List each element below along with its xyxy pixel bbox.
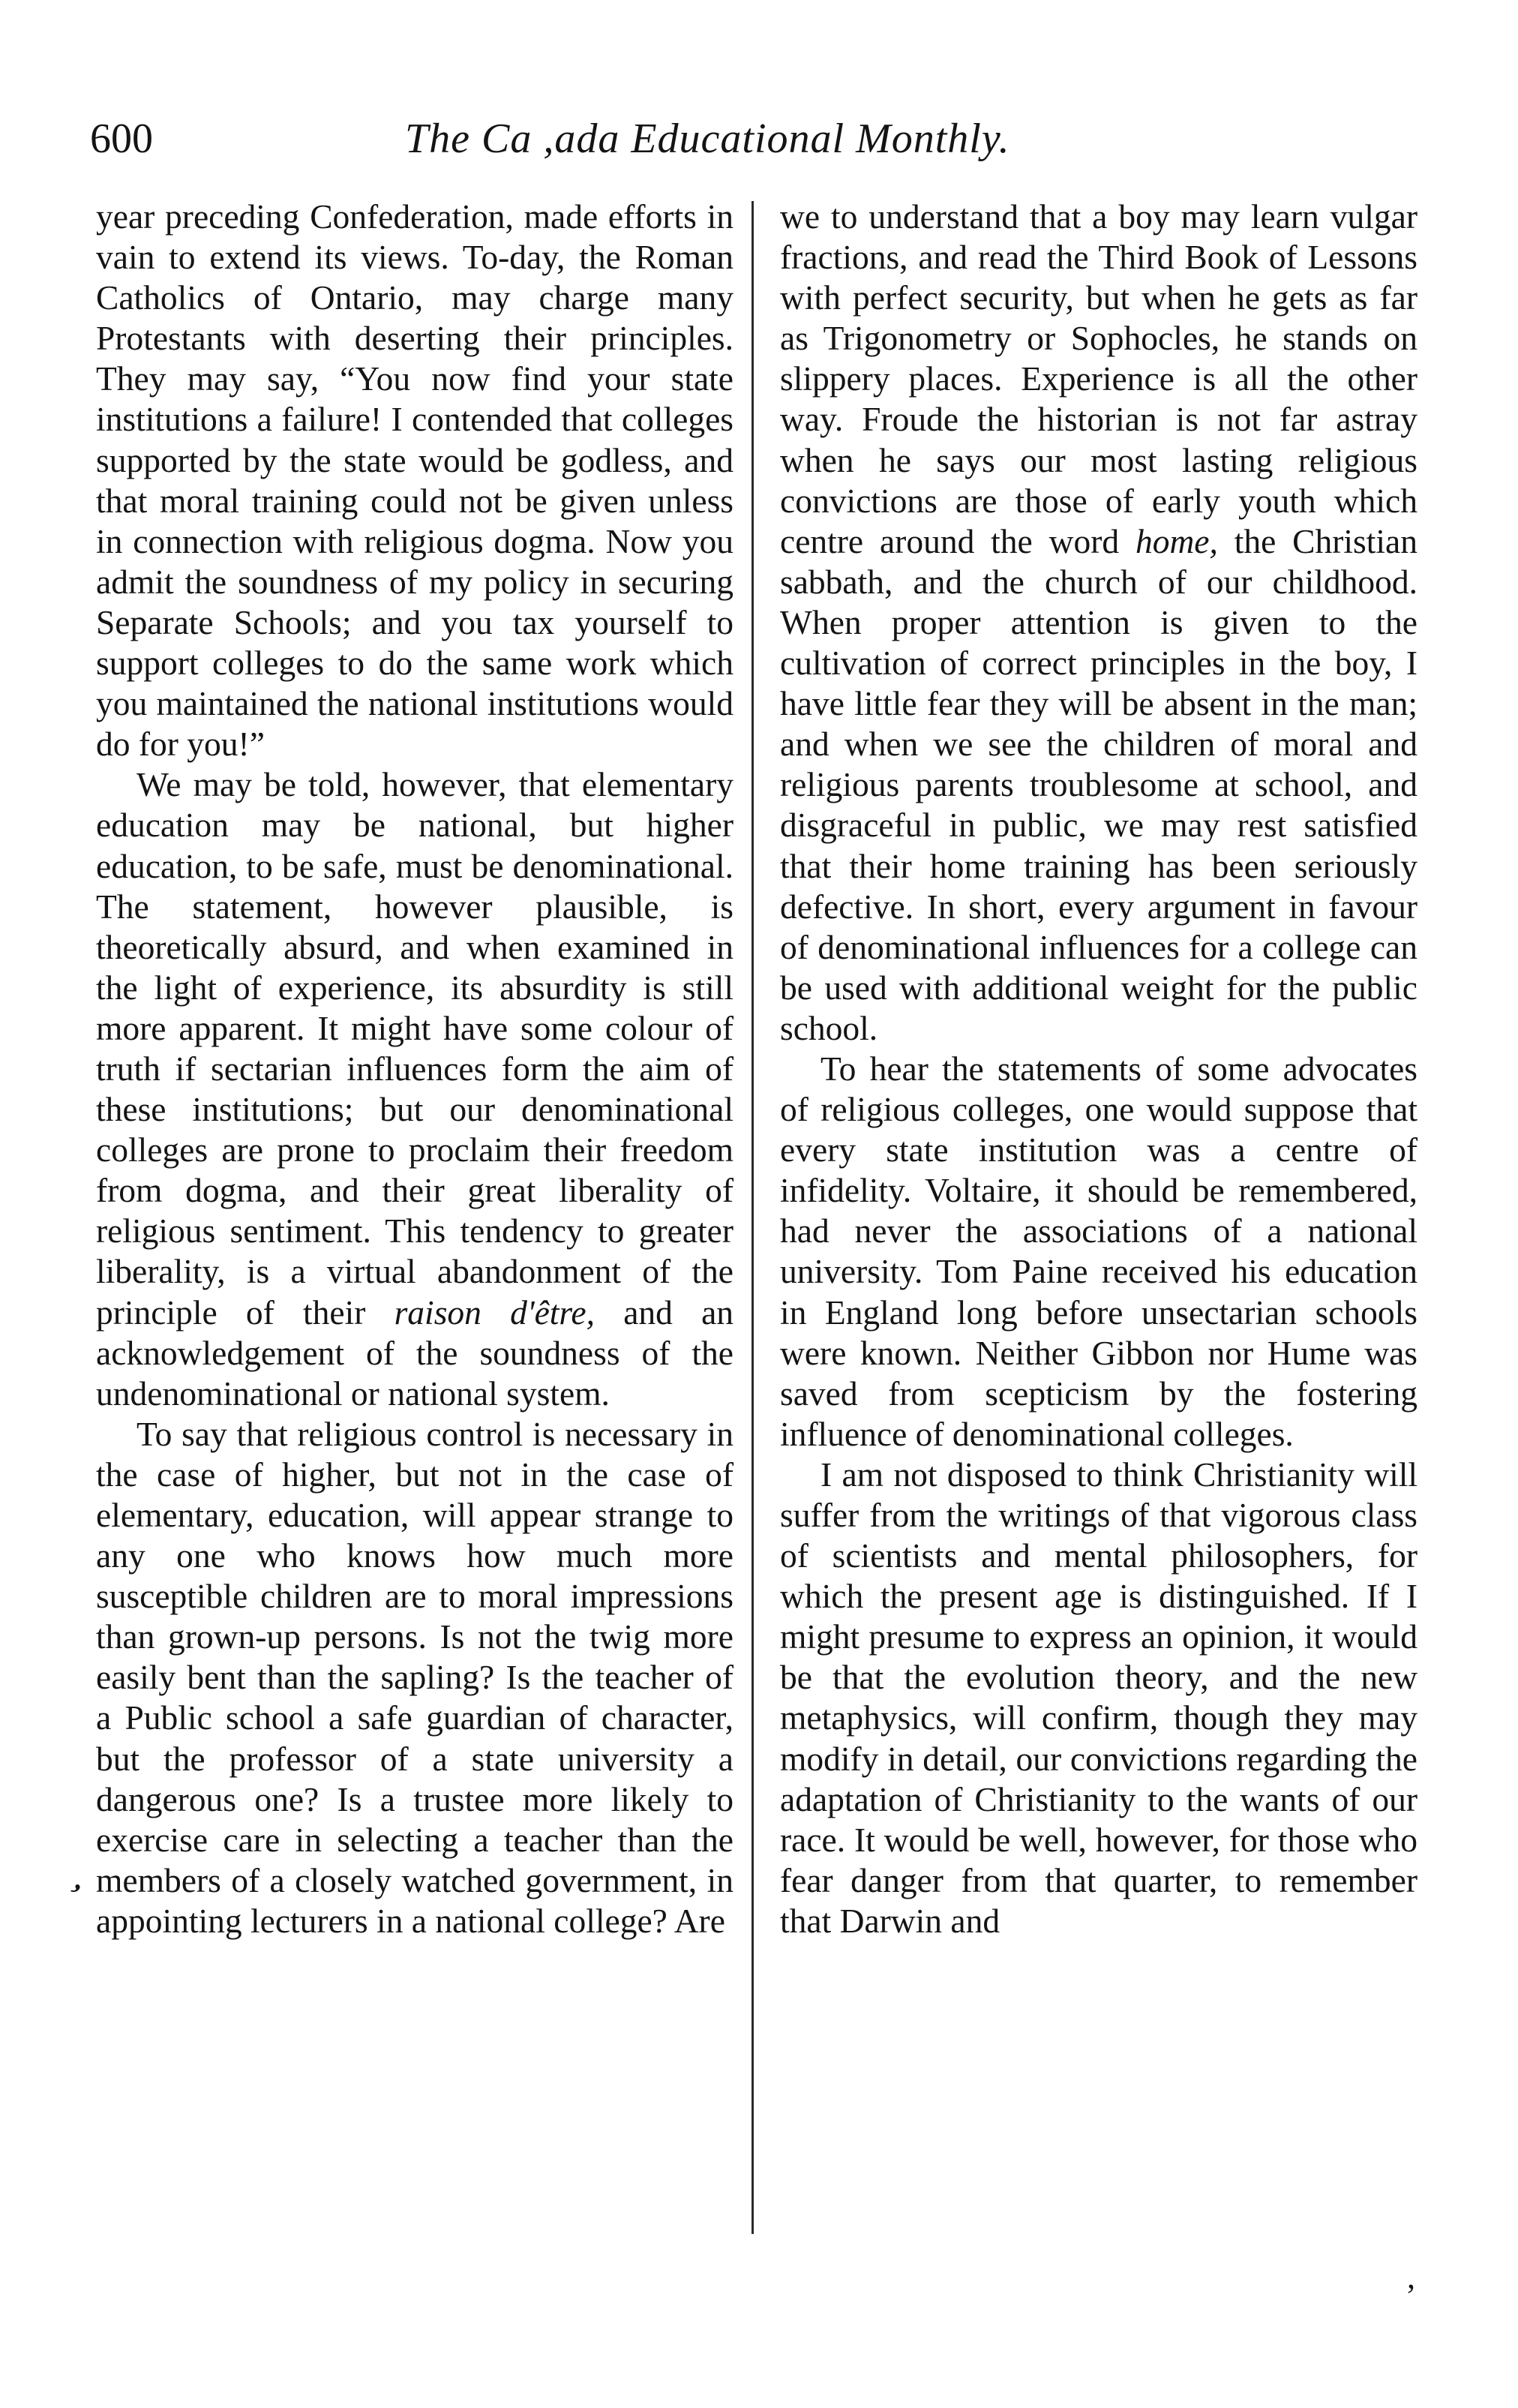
page-header — [90, 113, 1425, 180]
paragraph-text: and an acknowledgement of the soundness of the undenominational or national system. — [96, 1293, 734, 1413]
paragraph: year preceding Confederation, made efforts in vain to extend its views. To-day, the Roman Catholics of Ontario, may charge many Protestants with deserting their principles. They may say, “You now find your state institutions a failure! I contended that colleges supported by the state would be godless, and that moral training could not be given unless in connection with religious dogma. Now you admit the soundness of my policy in securing Separate Schools; and you tax yourself to support colleges to do the same work which you maintained the national institutions would do for you!” — [96, 197, 734, 764]
left-column — [96, 197, 734, 1941]
margin-mark: ’ — [53, 1875, 89, 1917]
italic-phrase: raison d'être, — [394, 1293, 595, 1332]
paragraph — [96, 764, 734, 1414]
paragraph-text: the Christian sabbath, and the church of our childhood. When proper attention is given to the cultivation of correct principles in the boy, I have little fear they will be absent in the man; and when we see the children of moral and religious parents troublesome at school, and disgraceful in public, we may rest satisfied that their home training has been seriously defective. In short, every argument in favour of denominational influences for a college can be used with additional weight for the public school. — [780, 521, 1418, 1047]
paragraph: I am not disposed to think Christianity will suffer from the writings of that vigorous class of scientists and mental philosophers, for which the present age is distinguished. If I might presume to express an opinion, it would be that the evolution theory, and the new metaphysics, will confirm, though they may modify in detail, our convictions regarding the adaptation of Christianity to the wants of our race. It would be well, however, for those who fear danger from that quarter, to remember that Darwin and — [780, 1455, 1418, 1940]
right-column — [780, 197, 1418, 1941]
column-divider — [752, 201, 754, 2234]
corner-mark: , — [1407, 2259, 1415, 2295]
page-number: 600 — [90, 116, 153, 162]
running-title: The Ca ,ada Educational Monthly. — [405, 116, 1010, 162]
paragraph-text: We may be told, however, that elementary education may be national, but higher education, to be safe, must be denominational. The statement, however plausible, is theoretically absurd, and when examined in the light of experience, its absurdity is still more apparent. It might have some colour of truth if sectarian influences form the aim of these institutions; but our denominational colleges are prone to proclaim their freedom from dogma, and their great liberality of religious sentiment. This tendency to greater liberality, is a virtual abandonment of the principle of their — [96, 765, 734, 1332]
italic-word: home, — [1135, 521, 1218, 560]
paragraph: To hear the statements of some advocates of religious colleges, one would suppose that every state institution was a centre of infidelity. Voltaire, it should be remembered, had never the associations of a national university. Tom Paine received his education in England long before unsectarian schools were known. Neither Gibbon nor Hume was saved from scepticism by the fostering influence of denominational colleges. — [780, 1049, 1418, 1453]
paragraph — [780, 197, 1418, 1049]
paragraph-text: we to understand that a boy may learn vulgar fractions, and read the Third Book of Lessons with perfect security, but when he gets as far as Trigonometry or Sophocles, he stands on slippery places. Experience is all the other way. Froude the historian is not far astray when he says our most lasting religious convictions are those of early youth which centre around the word — [780, 197, 1418, 560]
paragraph: To say that religious control is necessary in the case of higher, but not in the case of elementary, education, will appear strange to any one who knows how much more susceptible children are to moral impressions than grown-up persons. Is not the twig more easily bent than the sapling? Is the teacher of a Public school a safe guardian of character, but the professor of a state university a dangerous one? Is a trustee more likely to exercise care in selecting a teacher than the members of a closely watched government, in appointing lecturers in a national college? Are — [96, 1414, 734, 1940]
